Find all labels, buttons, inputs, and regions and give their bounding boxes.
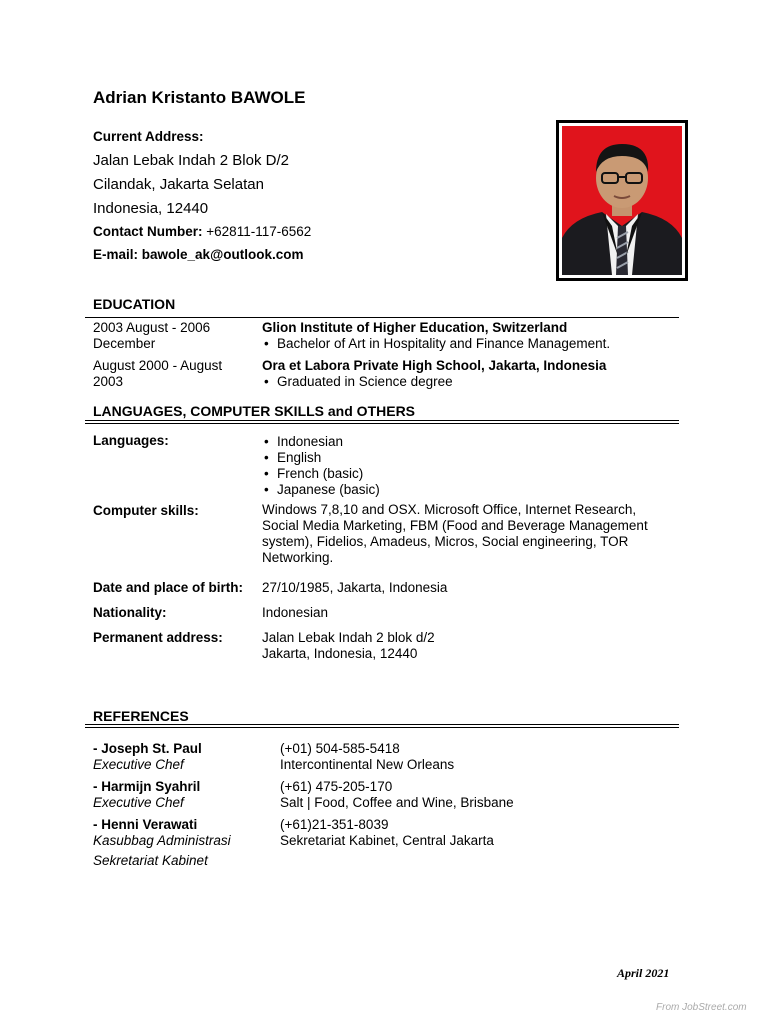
reference-3-contact — [280, 817, 494, 849]
address-line-3: Indonesia, 12440 — [93, 200, 209, 217]
contact-number-value: +62811-117-6562 — [206, 224, 312, 239]
nationality-value: Indonesian — [262, 605, 329, 620]
education-period-1-line-2: December — [93, 336, 156, 351]
education-detail-1: • Bachelor of Art in Hospitality and Finance Management. — [262, 336, 610, 352]
reference-org: Salt | Food, Coffee and Wine, Brisbane — [280, 795, 514, 810]
skills-rule — [85, 420, 679, 424]
computer-skills-label: Computer skills: — [93, 503, 199, 518]
document-date: April 2021 — [617, 966, 670, 980]
candidate-name: Adrian Kristanto BAWOLE — [93, 88, 306, 107]
computer-skills-line: Windows 7,8,10 and OSX. Microsoft Office, Internet Research, — [262, 502, 637, 517]
profile-photo — [562, 126, 682, 275]
reference-role: Executive Chef — [93, 757, 184, 772]
reference-role: Executive Chef — [93, 795, 184, 810]
reference-name: - Harmijn Syahril — [93, 779, 201, 794]
contact-number-row — [93, 224, 311, 239]
education-period-1-line-1: 2003 August - 2006 — [93, 320, 211, 335]
language-item: • Indonesian — [262, 434, 380, 450]
nationality-label: Nationality: — [93, 605, 167, 620]
language-item: • French (basic) — [262, 466, 380, 482]
reference-role-2: Sekretariat Kabinet — [93, 853, 208, 868]
reference-phone: (+01) 504-585-5418 — [280, 741, 400, 756]
computer-skills-line: Social Media Marketing, FBM (Food and Beverage Management — [262, 518, 648, 533]
computer-skills-line: system), Fidelios, Amadeus, Micros, Social engineering, TOR — [262, 534, 629, 549]
reference-1 — [93, 741, 202, 773]
source-watermark: From JobStreet.com — [656, 1002, 747, 1013]
email-value: bawole_ak@outlook.com — [141, 247, 304, 262]
portrait-illustration — [562, 126, 682, 275]
reference-phone: (+61) 475-205-170 — [280, 779, 393, 794]
education-school-2: Ora et Labora Private High School, Jakarta, Indonesia — [262, 358, 607, 373]
reference-2-contact — [280, 779, 514, 811]
birth-value: 27/10/1985, Jakarta, Indonesia — [262, 580, 448, 595]
reference-1-contact — [280, 741, 454, 773]
profile-photo-frame — [556, 120, 688, 281]
languages-label: Languages: — [93, 433, 169, 448]
address-line-1: Jalan Lebak Indah 2 Blok D/2 — [93, 152, 289, 169]
education-period-2-line-1: August 2000 - August — [93, 358, 223, 373]
education-period-2-line-2: 2003 — [93, 374, 124, 389]
language-item: • English — [262, 450, 380, 466]
permanent-address-label: Permanent address: — [93, 630, 223, 645]
reference-name: - Joseph St. Paul — [93, 741, 202, 756]
references-heading: REFERENCES — [93, 708, 189, 724]
email-row — [93, 247, 303, 262]
reference-org: Intercontinental New Orleans — [280, 757, 455, 772]
education-school-1: Glion Institute of Higher Education, Switzerland — [262, 320, 568, 335]
email-label: E-mail: — [93, 247, 139, 262]
permanent-address-line: Jalan Lebak Indah 2 blok d/2 — [262, 630, 435, 645]
education-entry-1 — [262, 320, 610, 352]
education-heading: EDUCATION — [93, 296, 176, 312]
reference-phone: (+61)21-351-8039 — [280, 817, 389, 832]
education-rule — [85, 317, 679, 318]
reference-3 — [93, 817, 231, 869]
permanent-address-value — [262, 630, 435, 662]
skills-heading: LANGUAGES, COMPUTER SKILLS and OTHERS — [93, 403, 416, 419]
reference-2 — [93, 779, 200, 811]
education-entry-2 — [262, 358, 606, 390]
language-item: • Japanese (basic) — [262, 482, 380, 498]
education-period-1 — [93, 320, 210, 352]
education-period-2 — [93, 358, 222, 390]
address-line-2: Cilandak, Jakarta Selatan — [93, 176, 264, 193]
contact-number-label: Contact Number: — [93, 224, 203, 239]
computer-skills-line: Networking. — [262, 550, 334, 565]
permanent-address-line: Jakarta, Indonesia, 12440 — [262, 646, 418, 661]
birth-label: Date and place of birth: — [93, 580, 244, 595]
reference-role: Kasubbag Administrasi — [93, 833, 231, 848]
computer-skills-text — [262, 502, 648, 566]
references-rule — [85, 724, 679, 728]
current-address-label: Current Address: — [93, 129, 204, 144]
languages-list — [262, 434, 380, 498]
reference-org: Sekretariat Kabinet, Central Jakarta — [280, 833, 494, 848]
reference-name: - Henni Verawati — [93, 817, 198, 832]
education-detail-2: • Graduated in Science degree — [262, 374, 606, 390]
